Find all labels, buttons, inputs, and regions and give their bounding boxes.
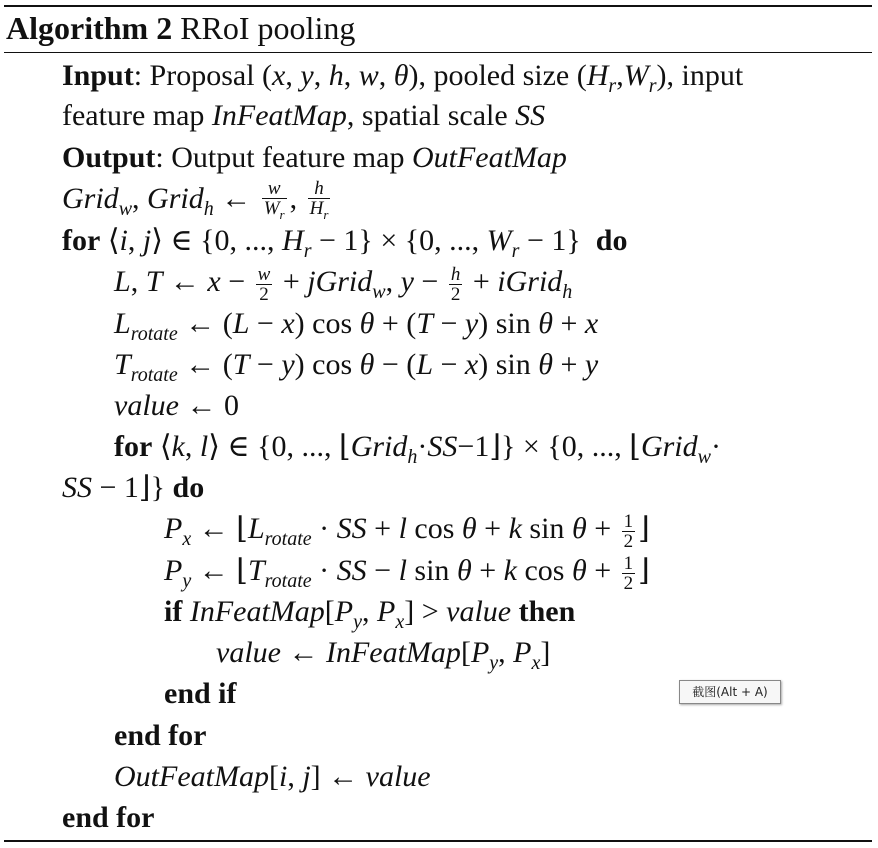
- line-10-text: $P_x$ ← $⌊L_{rotate}$ · SS + l cos θ + k sin θ + $\frac{1}{2}$ ⌋: [164, 510, 650, 552]
- bottom-rule: [4, 840, 872, 842]
- line-6-text: $L_{rotate}$ ← (L − x) cos θ + (T − y) sin θ + x: [114, 307, 599, 345]
- line-4-text: for ⟨i, j⟩ ∈ {0, ..., $H_r - 1\} \times \{0$, ..., $W_r - 1$} do: [62, 224, 628, 262]
- top-rule: [4, 5, 872, 7]
- algorithm-name: RRoI pooling: [180, 10, 356, 46]
- line-12-text: if $InFeatMap[P_y$, $P_x$] > value then: [164, 595, 576, 633]
- line-1-text: Input: Proposal (x, y, h, w, θ), pooled size $(H_r,W_r)$, input: [62, 59, 744, 97]
- algorithm-title: [6, 8, 355, 48]
- line-16-text: OutFeatMap[i, j] ← value: [114, 760, 431, 793]
- title-rule: [4, 52, 872, 53]
- screenshot-tooltip: 截图(Alt + A): [679, 680, 781, 704]
- line-14-text: end if: [164, 677, 237, 710]
- line-3-text: Grid$_w$, Grid$_h$ ← $\frac{w}{W_r}$ , $\frac{h}{H_r}$: [62, 177, 329, 222]
- algorithm-label: Algorithm 2: [6, 10, 173, 46]
- line-9-cont-text: SS − 1⌋} do: [62, 471, 205, 504]
- line-15-text: end for: [114, 719, 207, 752]
- line-9-text: for ⟨k, l⟩ ∈ {0, ..., ⌊Grid$_h$·SS−1⌋} × {0, ..., ⌊Grid$_w$·: [114, 430, 721, 468]
- line-1-cont-text: feature map InFeatMap, spatial scale SS: [62, 99, 546, 132]
- line-8-text: value ← 0: [114, 389, 239, 422]
- line-13-text: value ← $InFeatMap[P_y$, $P_x$]: [216, 636, 551, 674]
- line-2-text: Output: Output feature map OutFeatMap: [62, 141, 567, 174]
- line-7-text: $T_{rotate}$ ← (T − y) cos θ − (L − x) sin θ + y: [114, 348, 599, 386]
- line-11-text: $P_y$ ← $⌊T_{rotate}$ · SS − l sin θ + k cos θ + $\frac{1}{2}$ ⌋: [164, 552, 650, 594]
- line-5-text: L, T ← x − $\frac{w}{2}$ + jGrid$_w$, y − $\frac{h}{2}$ + iGrid$_h$: [114, 263, 573, 305]
- line-17-text: end for: [62, 801, 155, 834]
